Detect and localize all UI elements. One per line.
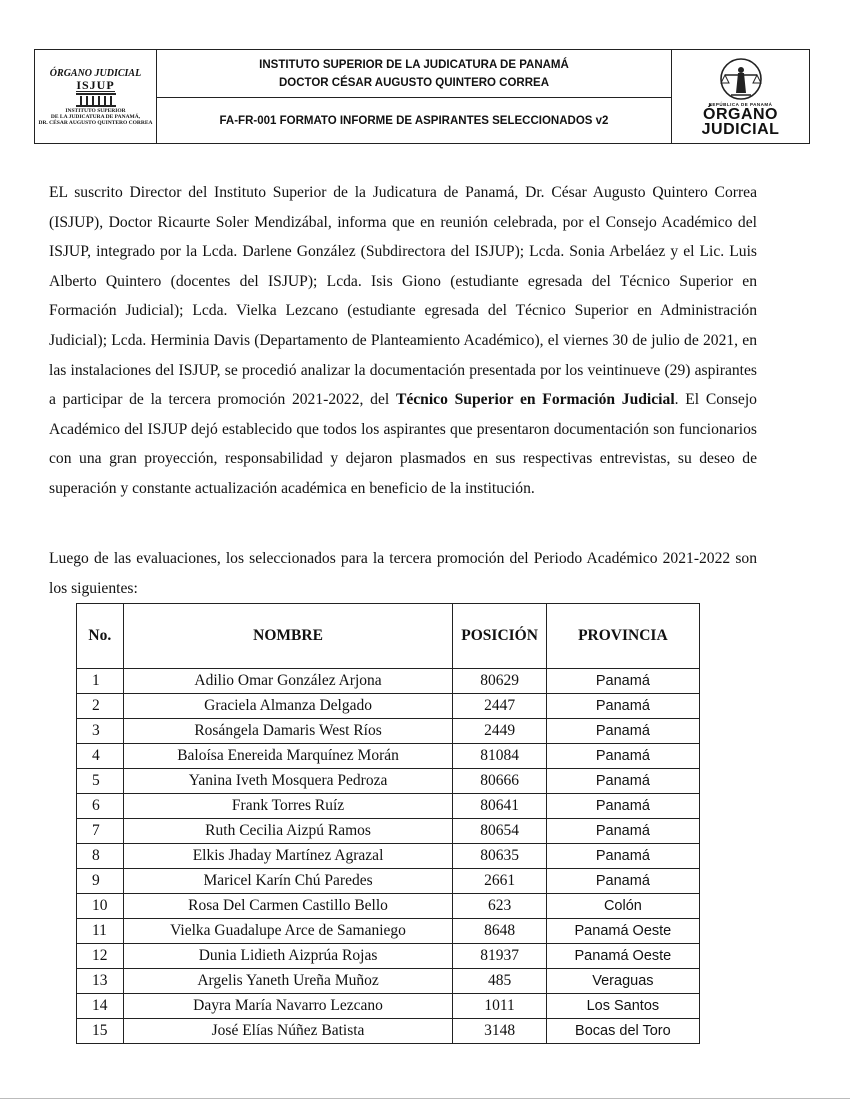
table-row xyxy=(77,1019,700,1044)
cell-posicion: 81084 xyxy=(453,744,546,769)
cell-no: 1 xyxy=(77,669,124,694)
cell-nombre: Maricel Karín Chú Paredes xyxy=(123,869,453,894)
cell-no: 8 xyxy=(77,844,124,869)
intro-paragraph xyxy=(49,178,757,504)
cell-nombre: Elkis Jhaday Martínez Agrazal xyxy=(123,844,453,869)
table-row xyxy=(77,994,700,1019)
header-posicion: POSICIÓN xyxy=(453,604,546,669)
table-row xyxy=(77,844,700,869)
cell-nombre: Frank Torres Ruíz xyxy=(123,794,453,819)
logo-acronym: ISJUP xyxy=(76,77,115,92)
cell-no: 12 xyxy=(77,944,124,969)
cell-posicion: 623 xyxy=(453,894,546,919)
table-row xyxy=(77,719,700,744)
cell-no: 9 xyxy=(77,869,124,894)
cell-posicion: 80635 xyxy=(453,844,546,869)
cell-provincia: Panamá Oeste xyxy=(546,944,699,969)
logo-line3: DR. CÉSAR AUGUSTO QUINTERO CORREA xyxy=(38,119,153,126)
table-row xyxy=(77,769,700,794)
cell-nombre: Rosa Del Carmen Castillo Bello xyxy=(123,894,453,919)
title-line2: DOCTOR CÉSAR AUGUSTO QUINTERO CORREA xyxy=(278,76,550,89)
cell-provincia: Los Santos xyxy=(546,994,699,1019)
cell-provincia: Veraguas xyxy=(546,969,699,994)
cell-provincia: Panamá xyxy=(546,844,699,869)
cell-provincia: Bocas del Toro xyxy=(546,1019,699,1044)
program-name: Técnico Superior en Formación Judicial xyxy=(395,391,675,409)
cell-no: 3 xyxy=(77,719,124,744)
logo-line2: DE LA JUDICATURA DE PANAMÁ, xyxy=(50,113,141,120)
cell-provincia: Panamá xyxy=(546,744,699,769)
justice-seal-icon xyxy=(709,57,773,101)
selection-paragraph: Luego de las evaluaciones, los seleccionados para la tercera promoción del Periodo Académico 2021-2022 son los siguientes: xyxy=(49,550,757,597)
intro-text-part2: . El Consejo Académico del ISJUP dejó establecido que todos los aspirantes que presentaron documentación son funcionarios con una gran proyección, responsabilidad y dejaron plasmados en sus respectivas entrevistas, su deseo de superación y constante actualización académica en beneficio de la institución. xyxy=(49,391,757,497)
cell-nombre: Graciela Almanza Delgado xyxy=(123,694,453,719)
cell-provincia: Panamá xyxy=(546,669,699,694)
cell-no: 14 xyxy=(77,994,124,1019)
cell-no: 2 xyxy=(77,694,124,719)
cell-nombre: Yanina Iveth Mosquera Pedroza xyxy=(123,769,453,794)
selected-candidates-table xyxy=(76,603,700,1044)
cell-nombre: Argelis Yaneth Ureña Muñoz xyxy=(123,969,453,994)
cell-posicion: 485 xyxy=(453,969,546,994)
logo-arc-text: ÓRGANO JUDICIAL xyxy=(49,67,142,79)
table-row xyxy=(77,944,700,969)
cell-posicion: 81937 xyxy=(453,944,546,969)
cell-provincia: Panamá xyxy=(546,819,699,844)
header-nombre: NOMBRE xyxy=(123,604,453,669)
cell-no: 15 xyxy=(77,1019,124,1044)
cell-posicion: 80629 xyxy=(453,669,546,694)
cell-no: 6 xyxy=(77,794,124,819)
cell-provincia: Panamá xyxy=(546,694,699,719)
logo-republica: REPÚBLICA DE PANAMÁ xyxy=(708,101,773,107)
building-icon xyxy=(74,92,118,108)
cell-nombre: Rosángela Damaris West Ríos xyxy=(123,719,453,744)
cell-no: 13 xyxy=(77,969,124,994)
cell-nombre: Dayra María Navarro Lezcano xyxy=(123,994,453,1019)
header-no: No. xyxy=(77,604,124,669)
table-row xyxy=(77,969,700,994)
cell-posicion: 2449 xyxy=(453,719,546,744)
intro-text-part1: EL suscrito Director del Instituto Superior de la Judicatura de Panamá, Dr. César Augusto Quintero Correa (ISJUP), Doctor Ricaurte Soler Mendizábal, informa que en reunión celebrada, por el Consejo Académico del ISJUP, integrado por la Lcda. Darlene González (Subdirectora del ISJUP); Lcda. Sonia Arbeláez y el Lic. Luis Alberto Quintero (docentes del ISJUP); Lcda. Isis Giono (estudiante egresada del Técnico Superior en Formación Judicial); Lcda. Vielka Lezcano (estudiante egresada del Técnico Superior en Administración Judicial); Lcda. Herminia Davis (Departamento de Planteamiento Académico), el viernes 30 de julio de 2021, en las instalaciones del ISJUP, se procedió analizar la documentación presentada por los veintinueve (29) aspirantes a participar de la tercera promoción 2021-2022, del xyxy=(49,184,757,409)
logo-organo: ÓRGANO xyxy=(703,105,778,123)
cell-posicion: 80654 xyxy=(453,819,546,844)
cell-no: 11 xyxy=(77,919,124,944)
cell-provincia: Colón xyxy=(546,894,699,919)
table-header-row xyxy=(77,604,700,669)
isjup-logo xyxy=(35,50,157,143)
table-row xyxy=(77,744,700,769)
cell-nombre: Adilio Omar González Arjona xyxy=(123,669,453,694)
cell-nombre: Dunia Lidieth Aizprúa Rojas xyxy=(123,944,453,969)
cell-posicion: 80666 xyxy=(453,769,546,794)
cell-posicion: 2661 xyxy=(453,869,546,894)
cell-provincia: Panamá xyxy=(546,794,699,819)
cell-provincia: Panamá xyxy=(546,869,699,894)
cell-no: 5 xyxy=(77,769,124,794)
cell-no: 7 xyxy=(77,819,124,844)
table-row xyxy=(77,919,700,944)
cell-no: 10 xyxy=(77,894,124,919)
cell-posicion: 80641 xyxy=(453,794,546,819)
header-title xyxy=(157,50,671,98)
header-title-block xyxy=(157,50,671,143)
cell-provincia: Panamá xyxy=(546,769,699,794)
table-row xyxy=(77,869,700,894)
logo-judicial: JUDICIAL xyxy=(701,120,780,138)
header-provincia: PROVINCIA xyxy=(546,604,699,669)
table-row xyxy=(77,819,700,844)
table-row xyxy=(77,669,700,694)
cell-provincia: Panamá Oeste xyxy=(546,919,699,944)
cell-nombre: Vielka Guadalupe Arce de Samaniego xyxy=(123,919,453,944)
title-line1: INSTITUTO SUPERIOR DE LA JUDICATURA DE PANAMÁ xyxy=(259,58,569,71)
logo-line1: INSTITUTO SUPERIOR xyxy=(65,107,126,114)
cell-nombre: Baloísa Enereida Marquínez Morán xyxy=(123,744,453,769)
page-bottom-edge xyxy=(0,1098,850,1099)
form-code: FA-FR-001 FORMATO INFORME DE ASPIRANTES SELECCIONADOS v2 xyxy=(219,114,609,127)
cell-no: 4 xyxy=(77,744,124,769)
document-header xyxy=(34,49,810,144)
table-row xyxy=(77,894,700,919)
organo-judicial-logo xyxy=(671,50,809,143)
cell-nombre: Ruth Cecilia Aizpú Ramos xyxy=(123,819,453,844)
cell-nombre: José Elías Núñez Batista xyxy=(123,1019,453,1044)
cell-provincia: Panamá xyxy=(546,719,699,744)
table-row xyxy=(77,694,700,719)
table-body xyxy=(77,669,700,1044)
cell-posicion: 8648 xyxy=(453,919,546,944)
table-row xyxy=(77,794,700,819)
cell-posicion: 2447 xyxy=(453,694,546,719)
cell-posicion: 1011 xyxy=(453,994,546,1019)
cell-posicion: 3148 xyxy=(453,1019,546,1044)
